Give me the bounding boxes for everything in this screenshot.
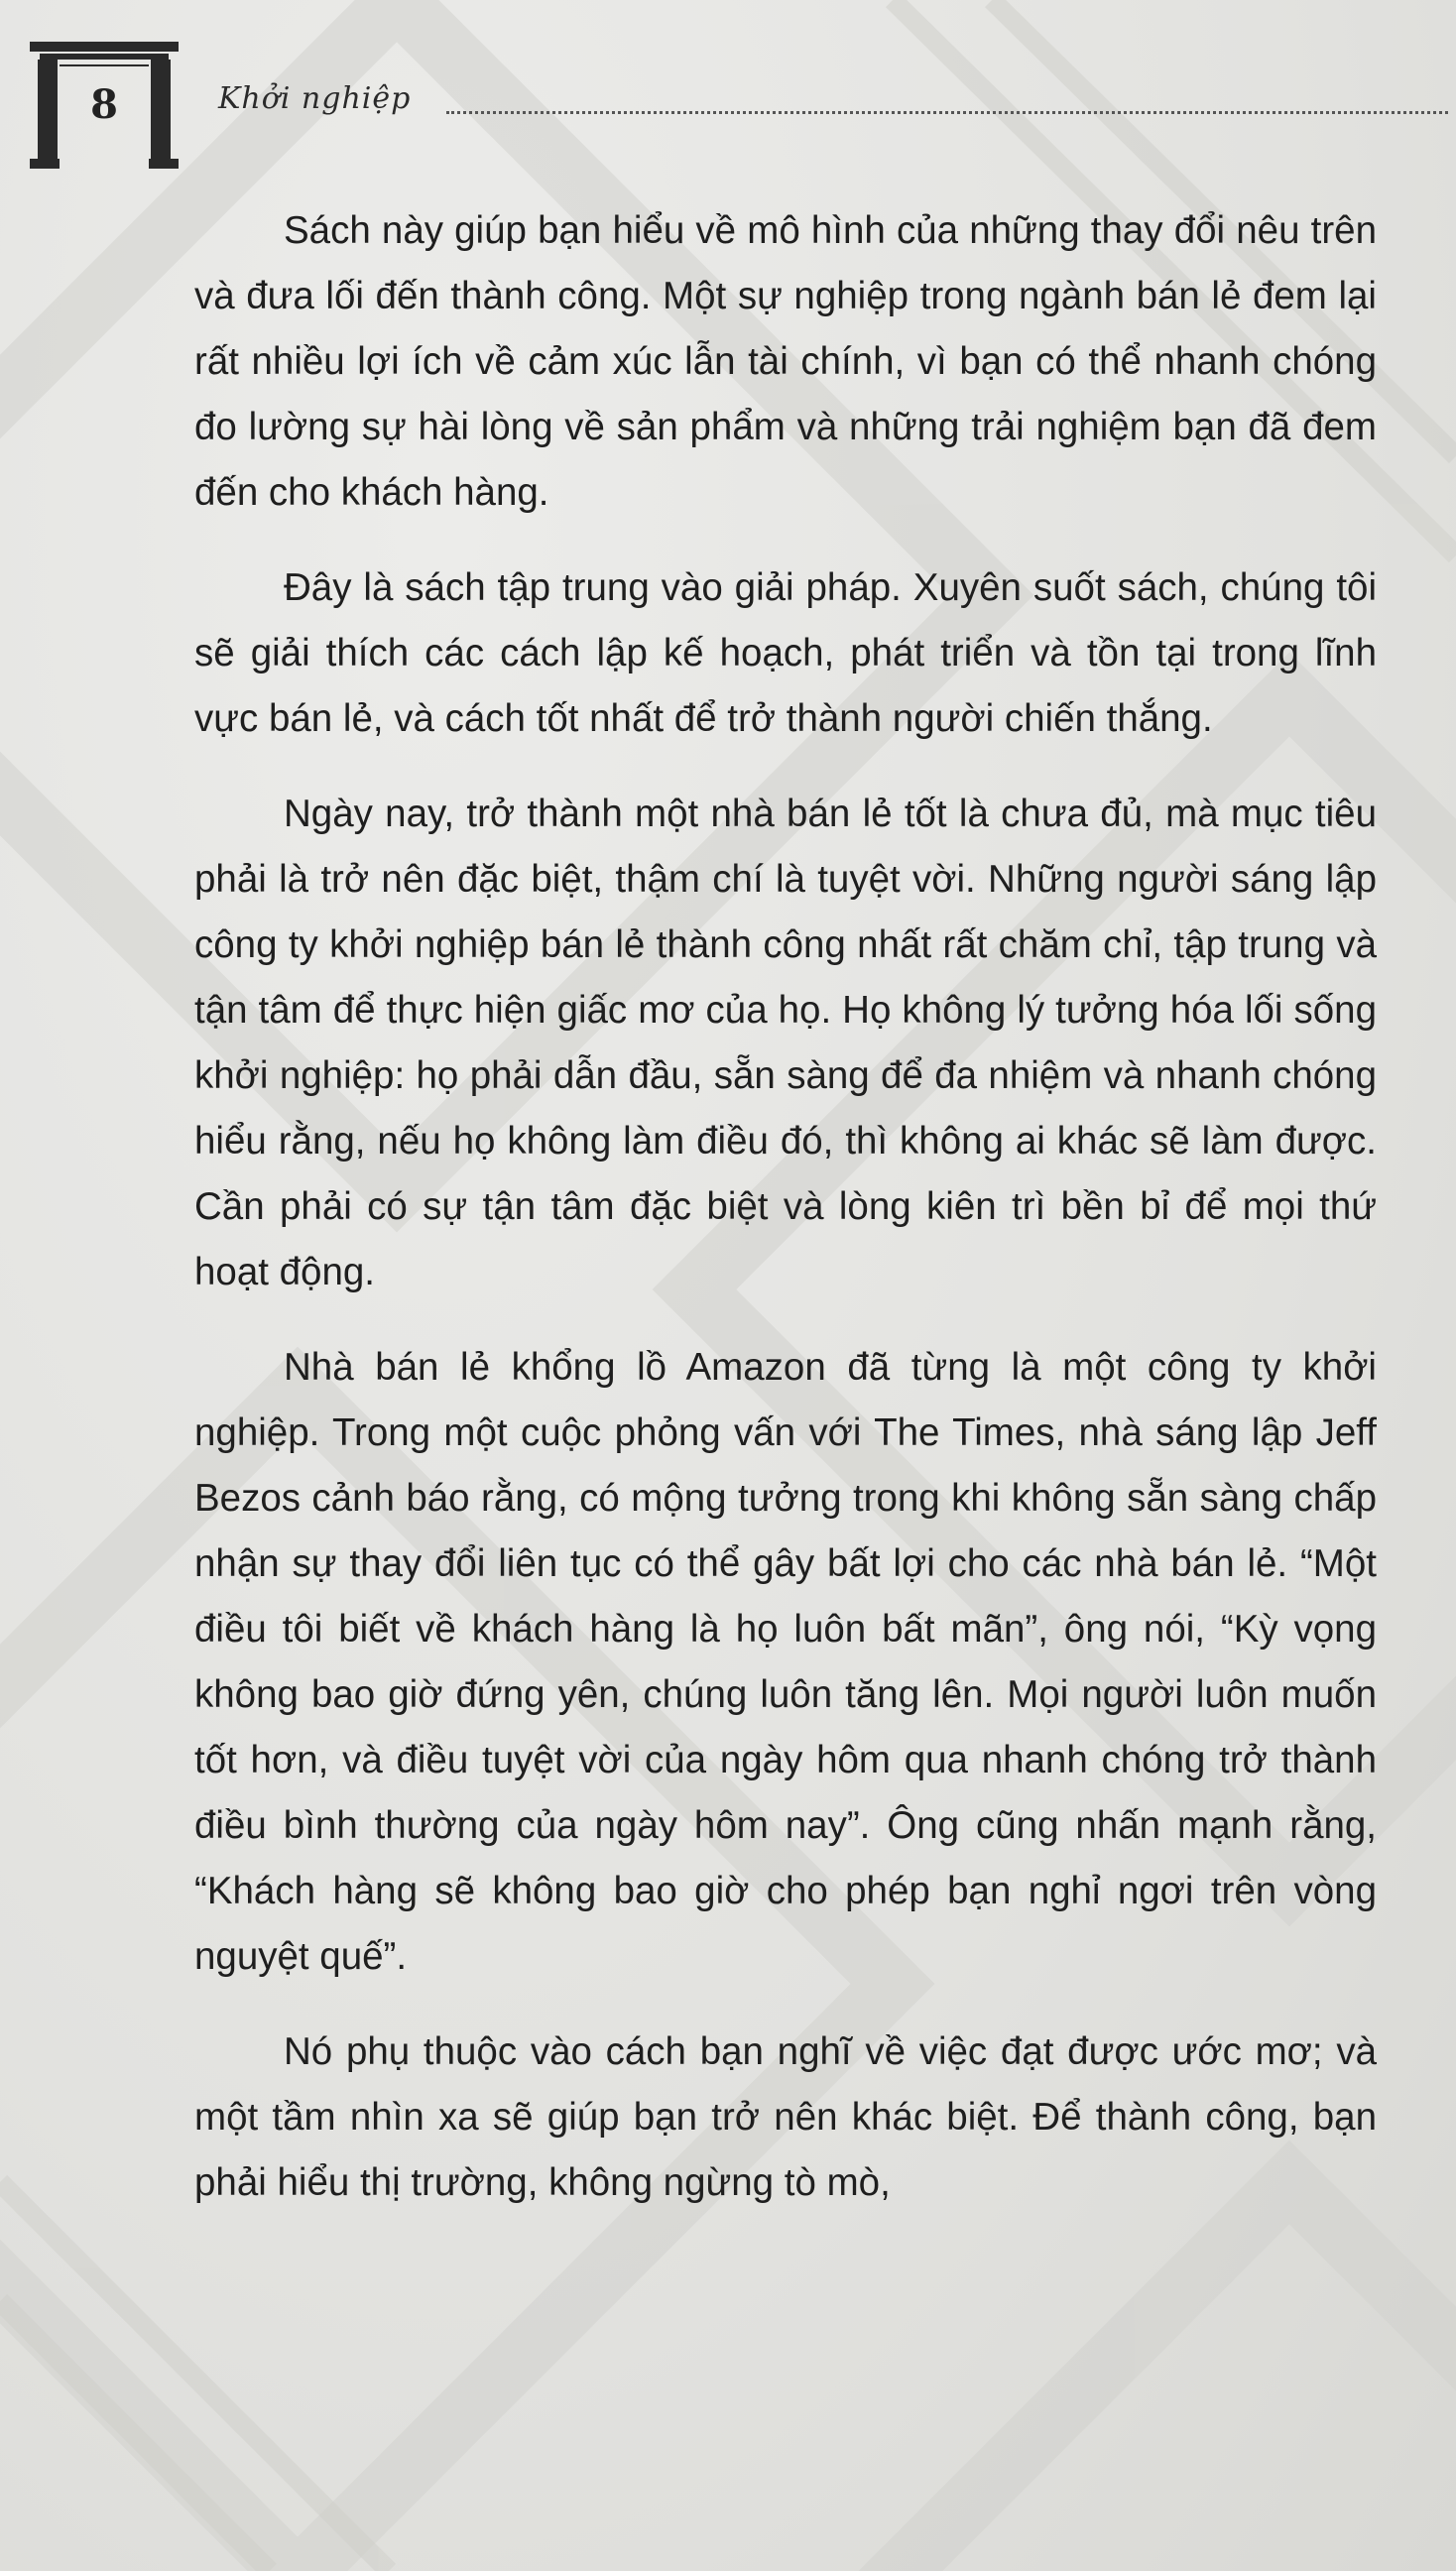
paragraph: Sách này giúp bạn hiểu về mô hình của những thay đổi nêu trên và đưa lối đến thành công. Một sự nghiệp trong ngành bán lẻ đem lại rất nhiều lợi ích về cảm xúc lẫn tài chính, vì bạn có thể nhanh chóng đo lường sự hài lòng về sản phẩm và những trải nghiệm bạn đã đem đến cho khách hàng. xyxy=(194,209,1377,514)
paragraph: Nhà bán lẻ khổng lồ Amazon đã từng là một công ty khởi nghiệp. Trong một cuộc phỏng vấn với The Times, nhà sáng lập Jeff Bezos cảnh báo rằng, có mộng tưởng trong khi không sẵn sàng chấp nhận sự thay đổi liên tục có thể gây bất lợi cho các nhà bán lẻ. “Một điều tôi biết về khách hàng là họ luôn bất mãn”, ông nói, “Kỳ vọng không bao giờ đứng yên, chúng luôn tăng lên. Mọi người luôn muốn tốt hơn, và điều tuyệt vời của ngày hôm qua nhanh chóng trở thành điều bình thường của ngày hôm nay”. Ông cũng nhấn mạnh rằng, “Khách hàng sẽ không bao giờ cho phép bạn nghỉ ngơi trên vòng nguyệt quế”. xyxy=(194,1346,1377,1978)
header-dotted-rule xyxy=(446,111,1448,114)
page-number-frame xyxy=(30,42,179,171)
running-title: Khởi nghiệp xyxy=(218,81,412,116)
paragraph: Nó phụ thuộc vào cách bạn nghĩ về việc đạt được ước mơ; và một tầm nhìn xa sẽ giúp bạn trở nên khác biệt. Để thành công, bạn phải hiểu thị trường, không ngừng tò mò, xyxy=(194,2030,1377,2204)
page-number: 8 xyxy=(90,81,118,128)
paragraph: Đây là sách tập trung vào giải pháp. Xuyên suốt sách, chúng tôi sẽ giải thích các cách lập kế hoạch, phát triển và tồn tại trong lĩnh vực bán lẻ, và cách tốt nhất để trở thành người chiến thắng. xyxy=(194,566,1377,740)
paragraph: Ngày nay, trở thành một nhà bán lẻ tốt là chưa đủ, mà mục tiêu phải là trở nên đặc biệt, thậm chí là tuyệt vời. Những người sáng lập công ty khởi nghiệp bán lẻ thành công nhất rất chăm chỉ, tập trung và tận tâm để thực hiện giấc mơ của họ. Họ không lý tưởng hóa lối sống khởi nghiệp: họ phải dẫn đầu, sẵn sàng để đa nhiệm và nhanh chóng hiểu rằng, nếu họ không làm điều đó, thì không ai khác sẽ làm được. Cần phải có sự tận tâm đặc biệt và lòng kiên trì bền bỉ để mọi thứ hoạt động. xyxy=(194,793,1377,1293)
body-text xyxy=(194,198,1377,2246)
